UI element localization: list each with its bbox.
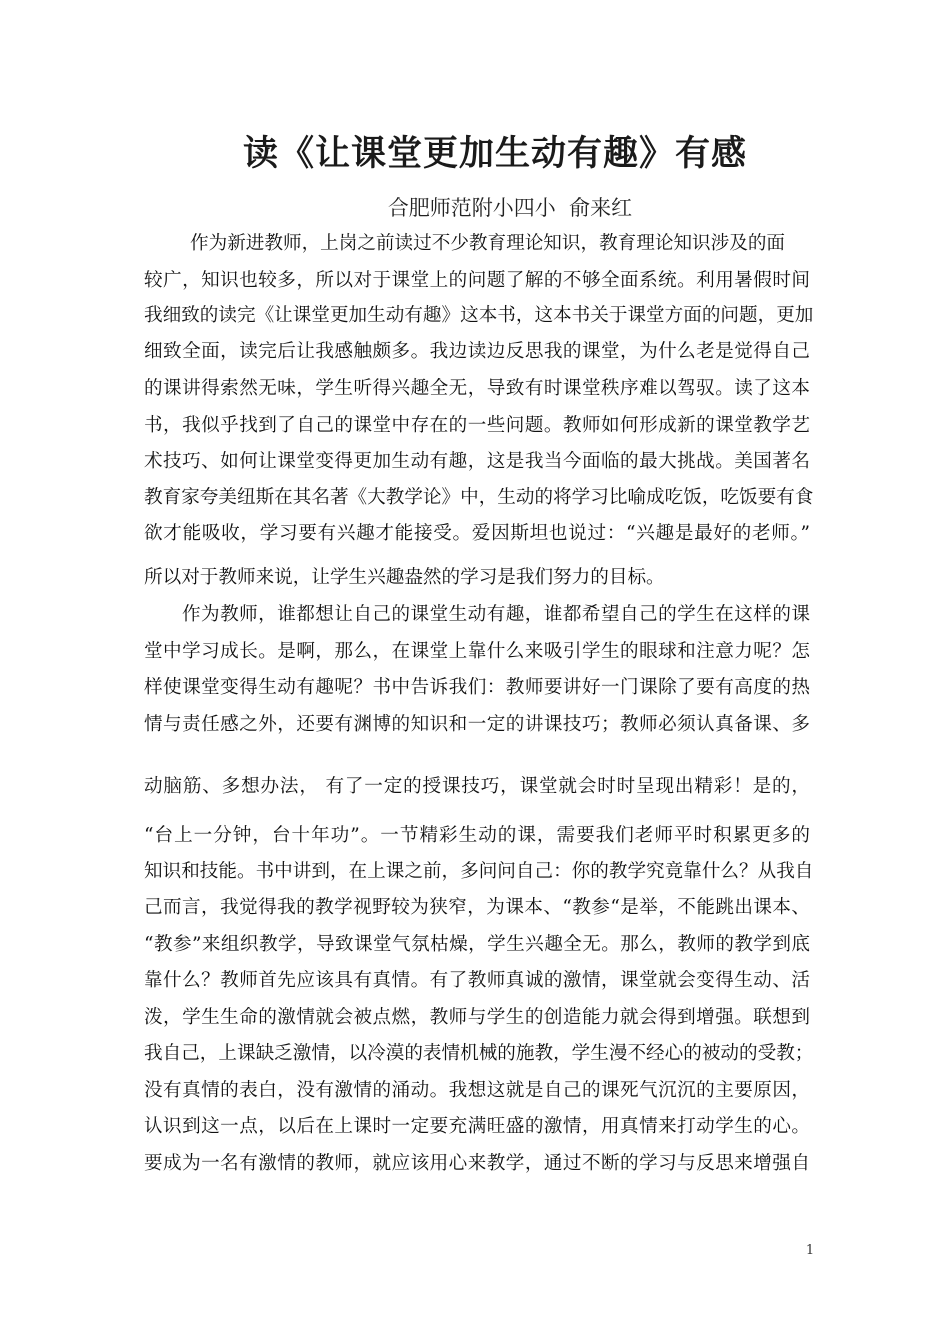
text-line: 作为新进教师，上岗之前读过不少教育理论知识，教育理论知识涉及的面 <box>190 233 786 254</box>
text-line: “台上一分钟，台十年功”。一节精彩生动的课，需要我们老师平时积累更多的 <box>144 825 810 846</box>
author-line: 合肥师范附小四小 俞来红 <box>387 196 633 220</box>
text-line: 知识和技能。书中讲到，在上课之前，多问问自己：你的教学究竟靠什么？从我自 <box>144 861 814 882</box>
text-line: “教参”来组织教学，导致课堂气氛枯燥，学生兴趣全无。那么，教师的教学到底 <box>144 934 810 955</box>
text-line: 所以对于教师来说，让学生兴趣盎然的学习是我们努力的目标。 <box>144 567 665 588</box>
text-line: 书，我似乎找到了自己的课堂中存在的一些问题。教师如何形成新的课堂教学艺 <box>144 415 810 436</box>
text-line: 的课讲得索然无味，学生听得兴趣全无，导致有时课堂秩序难以驾驭。读了这本 <box>144 378 810 399</box>
document-title: 读《让课堂更加生动有趣》有感 <box>242 134 747 174</box>
text-line: 己而言，我觉得我的教学视野较为狭窄，为课本、“教参“是举，不能跳出课本、 <box>144 897 810 918</box>
text-line: 没有真情的表白，没有激情的涌动。我想这就是自己的课死气沉沉的主要原因， <box>144 1080 810 1101</box>
text-line: 靠什么？教师首先应该具有真情。有了教师真诚的激情，课堂就会变得生动、活 <box>144 970 810 991</box>
text-line: 我自己，上课缺乏激情，以冷漠的表情机械的施教，学生漫不经心的被动的受教； <box>144 1043 814 1064</box>
text-line: 堂中学习成长。是啊，那么，在课堂上靠什么来吸引学生的眼球和注意力呢？怎 <box>144 641 810 662</box>
text-line: 细致全面，读完后让我感触颇多。我边读边反思我的课堂，为什么老是觉得自己 <box>144 341 810 362</box>
text-line: 认识到这一点，以后在上课时一定要充满旺盛的激情，用真情来打动学生的心。 <box>144 1116 810 1137</box>
page-number: 1 <box>805 1243 815 1258</box>
text-line: 情与责任感之外，还要有渊博的知识和一定的讲课技巧；教师必须认真备课、多 <box>144 714 810 735</box>
text-line: 术技巧、如何让课堂变得更加生动有趣，这是我当今面临的最大挑战。美国著名 <box>144 451 810 472</box>
text-line: 较广，知识也较多，所以对于课堂上的问题了解的不够全面系统。利用暑假时间 <box>144 270 810 291</box>
text-line: 样使课堂变得生动有趣呢？书中告诉我们：教师要讲好一门课除了要有高度的热 <box>144 677 810 698</box>
text-line: 教育家夸美纽斯在其名著《大教学论》中，生动的将学习比喻成吃饭，吃饭要有食 <box>144 487 814 508</box>
text-line: 泼，学生生命的激情就会被点燃，教师与学生的创造能力就会得到增强。联想到 <box>144 1007 810 1028</box>
text-line: 动脑筋、多想办法， 有了一定的授课技巧，课堂就会时时呈现出精彩！是的， <box>144 776 810 797</box>
text-line: 我细致的读完《让课堂更加生动有趣》这本书，这本书关于课堂方面的问题，更加 <box>144 305 814 326</box>
text-line: 欲才能吸收，学习要有兴趣才能接受。爱因斯坦也说过：“兴趣是最好的老师。” <box>144 523 810 544</box>
text-line: 作为教师，谁都想让自己的课堂生动有趣，谁都希望自己的学生在这样的课 <box>182 604 810 625</box>
text-line: 要成为一名有激情的教师，就应该用心来教学，通过不断的学习与反思来增强自 <box>144 1153 810 1174</box>
